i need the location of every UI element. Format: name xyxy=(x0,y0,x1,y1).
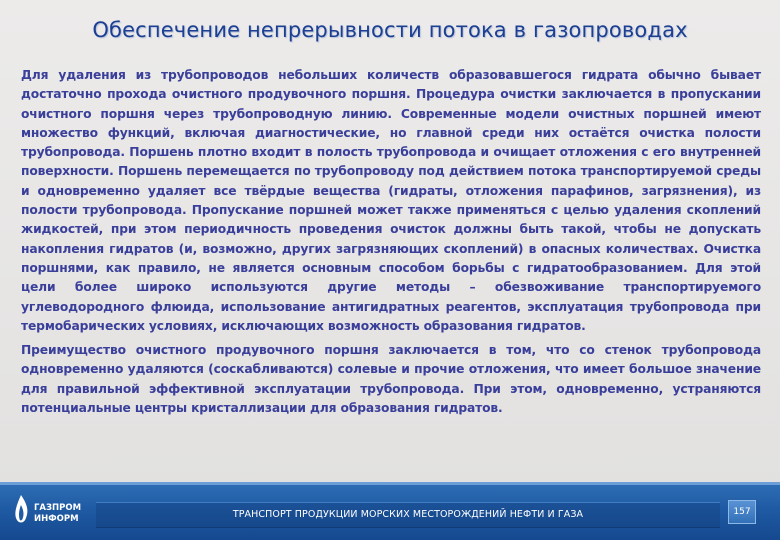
logo-text-line1: ГАЗПРОМ xyxy=(34,503,82,513)
slide-body xyxy=(21,66,761,423)
slide-title: Обеспечение непрерывности потока в газопроводах xyxy=(92,18,688,42)
gazprom-logo xyxy=(8,491,86,533)
flame-icon xyxy=(15,495,27,523)
page-number-badge: 157 xyxy=(728,500,756,524)
footer-caption: ТРАНСПОРТ ПРОДУКЦИИ МОРСКИХ МЕСТОРОЖДЕНИЙ НЕФТИ И ГАЗА xyxy=(232,509,584,520)
footer-band xyxy=(0,482,780,540)
logo-mark xyxy=(34,503,81,524)
paragraph-2: Преимущество очистного продувочного поршня заключается в том, что со стенок трубопровода одновременно удаляются (соскабливаются) солевые и прочие отложения, что имеет большое значение для правильной эффективной эксплуатации трубопровода. При этом, одновременно, устраняются потенциальные центры кристаллизации для образования гидратов. xyxy=(21,343,761,416)
footer-caption-box xyxy=(96,502,720,528)
logo-text-line2: ИНФОРМ xyxy=(34,514,79,524)
paragraph-1: Для удаления из трубопроводов небольших количеств образовавшегося гидрата обычно бывает достаточно прохода очистного продувочного поршня. Процедура очистки заключается в пропускании очистного поршня через трубопроводную линию. Современные модели очистных поршней имеют множество функций, включая диагностические, но главной среди них остаётся очистка полости трубопровода. Поршень плотно входит в полость трубопровода и очищает отложения с его внутренней поверхности. Поршень перемещается по трубопроводу под действием потока транспортируемой среды и одновременно удаляет все твёрдые вещества (гидраты, отложения парафинов, загрязнения), из полости трубопровода. Пропускание поршней может также применяться с целью удаления скоплений жидкостей, при этом периодичность проведения очисток должны быть такой, чтобы не допускать накопления гидратов (и, возможно, других загрязняющих скоплений) в опасных количествах. Очистка поршнями, как правило, не является основным способом борьбы с гидратообразованием. Для этой цели более широко используются другие методы – обезвоживание транспортируемого углеводородного флюида, использование антигидратных реагентов, эксплуатация трубопровода при термобарических условиях, исключающих возможность образования гидратов. xyxy=(21,68,761,333)
